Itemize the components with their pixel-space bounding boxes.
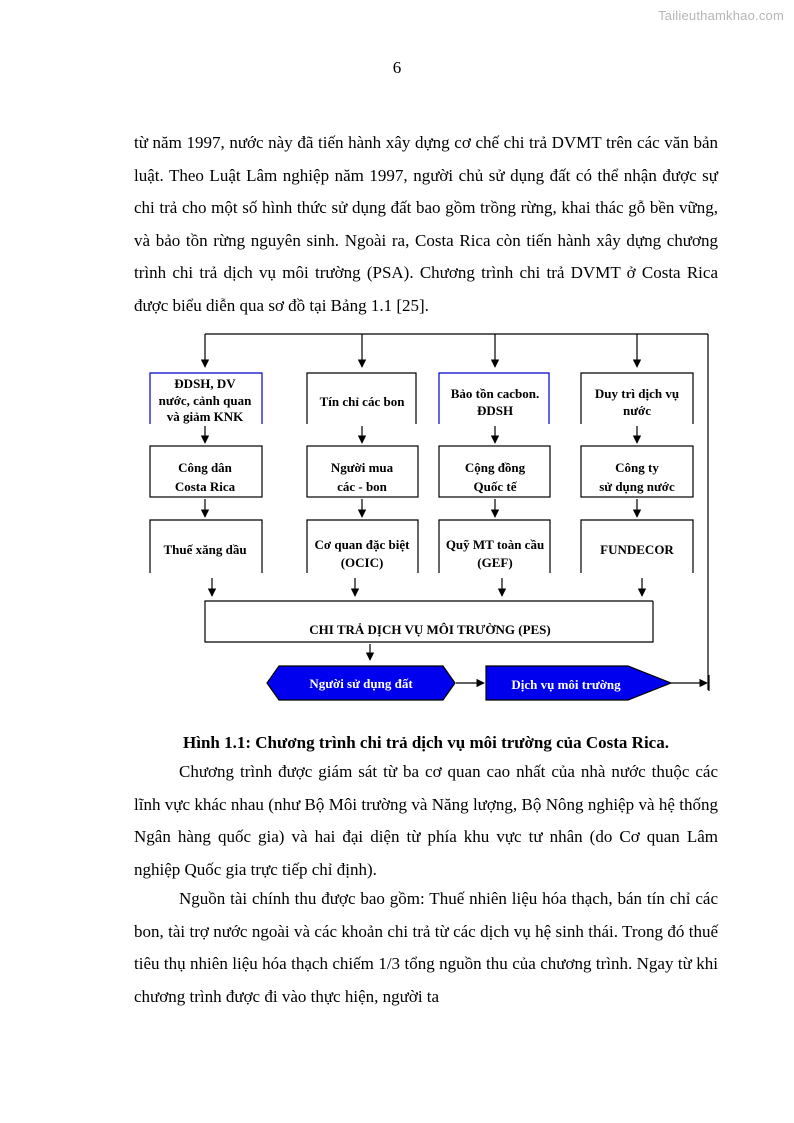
paragraph-intro: từ năm 1997, nước này đã tiến hành xây dựng cơ chế chi trả DVMT trên các văn bản luật. Theo Luật Lâm nghiệp năm 1997, người chủ sử dụng đất có thể nhận được sự chi trả cho một số hình thức sử dụng đất bao gồm trồng rừng, khai thác gỗ bền vững, và bảo tồn rừng nguyên sinh. Ngoài ra, Costa Rica còn tiến hành xây dựng chương trình chi trả dịch vụ môi trường (PSA). Chương trình chi trả DVMT ở Costa Rica được biểu diễn qua sơ đồ tại Bảng 1.1 [25]. [134, 133, 718, 315]
service-4-line-1: Duy trì dịch vụ [594, 386, 680, 401]
service-1-line-3: và giảm KNK [166, 409, 244, 424]
service-1-line-1: ĐDSH, DV [174, 376, 236, 391]
service-box-4 [581, 373, 693, 424]
land-users-shape [267, 666, 455, 700]
svg-text:Công dân: Công dân [178, 460, 232, 475]
paragraph-supervision: Chương trình được giám sát từ ba cơ quan cao nhất của nhà nước thuộc các lĩnh vực khác nhau (như Bộ Môi trường và Năng lượng, Bộ Nông nghiệp và hệ thống Ngân hàng quốc gia) và hai đại diện từ phía khu vực tư nhân (do Cơ quan Lâm nghiệp Quốc gia trực tiếp chỉ định). [134, 762, 718, 879]
page-number: 6 [392, 58, 402, 77]
env-services-label: Dịch vụ môi trường [511, 677, 621, 692]
channel-box-3 [439, 520, 550, 573]
service-box-1 [150, 373, 262, 424]
arrows-channels-to-pes [212, 578, 642, 596]
pes-box [205, 601, 653, 642]
svg-text:các - bon: các - bon [337, 479, 387, 494]
service-1-line-2: nước, cảnh quan [158, 393, 252, 408]
env-services-shape [486, 666, 671, 700]
figure-caption: Hình 1.1: Chương trình chi trả dịch vụ môi trường của Costa Rica. [183, 733, 669, 752]
channel-box-1 [150, 520, 262, 573]
svg-text:Cơ quan đặc biệt: Cơ quan đặc biệt [314, 537, 410, 552]
payer-box-4 [581, 446, 693, 497]
arrows-payers-to-channels [205, 499, 637, 517]
svg-text:Quốc tế: Quốc tế [473, 479, 517, 494]
svg-text:FUNDECOR: FUNDECOR [600, 542, 674, 557]
arrows-services-to-payers [205, 426, 637, 443]
service-box-3 [439, 373, 549, 424]
svg-text:Costa Rica: Costa Rica [174, 479, 236, 494]
svg-text:sử dụng nước: sử dụng nước [599, 479, 675, 494]
payer-box-1 [150, 446, 262, 497]
svg-text:Người mua: Người mua [330, 460, 394, 475]
svg-text:Công ty: Công ty [615, 460, 659, 475]
pes-label: CHI TRẢ DỊCH VỤ MÔI TRƯỜNG (PES) [309, 622, 551, 637]
watermark: Tailieuthamkhao.com [658, 8, 784, 23]
svg-text:Quỹ MT toàn cầu: Quỹ MT toàn cầu [445, 537, 545, 552]
service-box-2 [307, 373, 416, 424]
svg-text:Thuế xăng dầu: Thuế xăng dầu [163, 542, 247, 557]
svg-text:(GEF): (GEF) [477, 555, 513, 570]
service-3-line-2: ĐDSH [476, 403, 514, 418]
service-2-line-1: Tín chỉ các bon [319, 394, 405, 409]
land-users-label: Người sử dụng đất [309, 676, 413, 691]
svg-text:(OCIC): (OCIC) [340, 555, 384, 570]
paragraph-finance: Nguồn tài chính thu được bao gồm: Thuế nhiên liệu hóa thạch, bán tín chỉ các bon, tài trợ nước ngoài và các khoản chi trả từ các dịch vụ hệ sinh thái. Trong đó thuế tiêu thụ nhiên liệu hóa thạch chiếm 1/3 tổng nguồn thu của chương trình. Ngay từ khi chương trình được đi vào thực hiện, người ta [134, 889, 718, 1006]
channel-box-2 [307, 520, 418, 573]
payer-box-3 [439, 446, 550, 497]
service-4-line-2: nước [623, 403, 651, 418]
channel-box-4 [581, 520, 693, 573]
payer-box-2 [307, 446, 418, 497]
svg-text:Cộng đồng: Cộng đồng [464, 460, 526, 475]
service-3-line-1: Bảo tồn cacbon. [450, 386, 540, 401]
